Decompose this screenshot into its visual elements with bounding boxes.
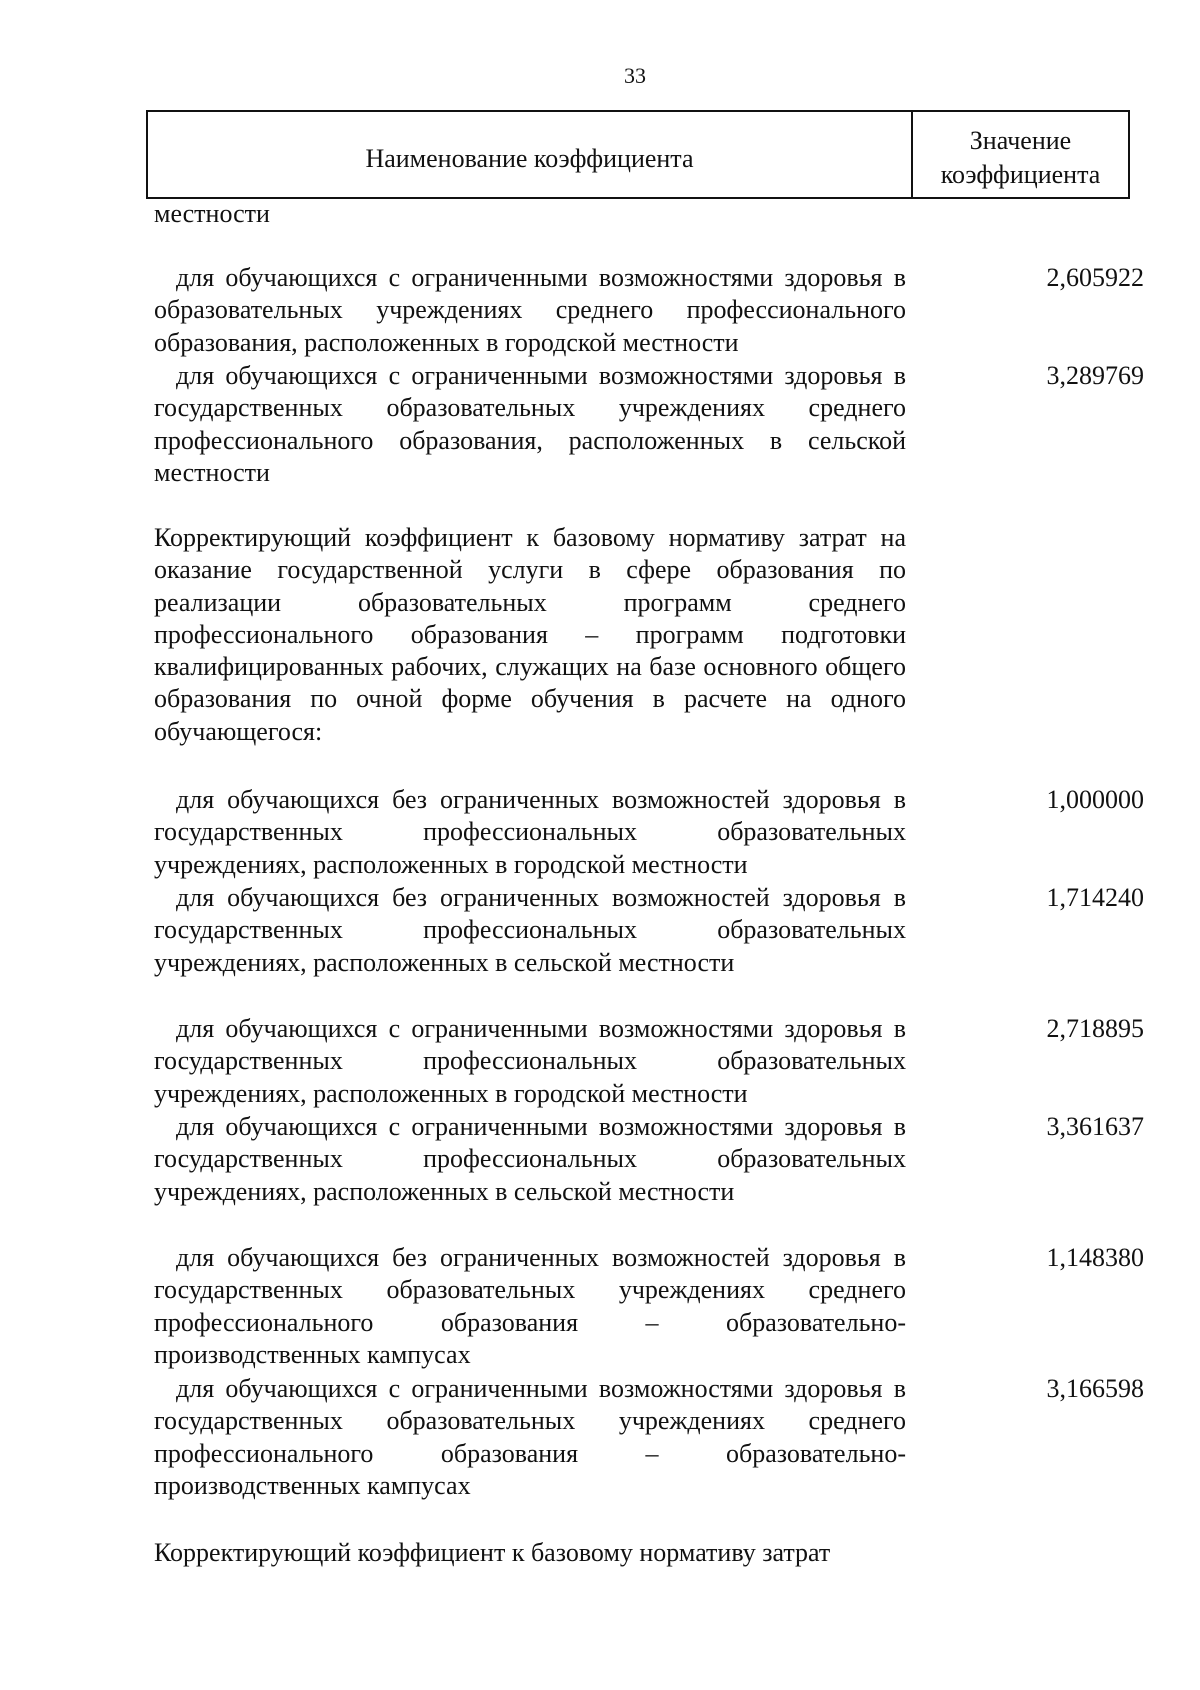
- header-coefficient-name: Наименование коэффициента: [148, 112, 913, 197]
- table-row: [154, 1013, 1154, 1110]
- row-value: 2,718895: [1046, 1014, 1144, 1043]
- row-text: для обучающихся с ограниченными возможностями здоровья в государственных профессиональных образовательных учреждениях, расположенных в сельской местности: [154, 1112, 906, 1206]
- table-row: [154, 1242, 1154, 1371]
- table-row: [154, 360, 1154, 489]
- row-text: для обучающихся без ограниченных возможностей здоровья в государственных профессиональных образовательных учреждениях, расположенных в сельской местности: [154, 883, 906, 977]
- continuation-label: местности: [154, 199, 270, 228]
- row-value: 3,289769: [1046, 361, 1144, 390]
- row-value: 2,605922: [1046, 263, 1144, 292]
- table-row: [154, 784, 1154, 881]
- table-row: [154, 1373, 1154, 1502]
- row-value: 1,714240: [1046, 883, 1144, 912]
- row-text: для обучающихся без ограниченных возможностей здоровья в государственных профессиональных образовательных учреждениях, расположенных в городской местности: [154, 785, 906, 879]
- table-row: [154, 1111, 1154, 1208]
- header-coefficient-value: Значение коэффициента: [940, 125, 1101, 189]
- row-value: 1,000000: [1046, 785, 1144, 814]
- row-value: 3,361637: [1046, 1112, 1144, 1141]
- row-text: для обучающихся с ограниченными возможностями здоровья в государственных профессиональных образовательных учреждениях, расположенных в городской местности: [154, 1014, 906, 1108]
- continuation-text: [154, 198, 1154, 230]
- section-heading: [154, 1537, 1154, 1569]
- row-value: 1,148380: [1046, 1243, 1144, 1272]
- row-text: для обучающихся с ограниченными возможностями здоровья в образовательных учреждениях среднего профессионального образования, расположенных в городской местности: [154, 263, 906, 357]
- section-heading-text: Корректирующий коэффициент к базовому нормативу затрат на оказание государственной услуги в сфере образования по реализации образовательных программ среднего профессионального образования – программ подготовки квалифицированных рабочих, служащих на базе основного общего образования по очной форме обучения в расчете на одного обучающегося:: [154, 523, 906, 746]
- row-text: для обучающихся с ограниченными возможностями здоровья в государственных образовательных учреждениях среднего профессионального образования – образовательно-производственных кампусах: [154, 1374, 906, 1500]
- section-heading-text: Корректирующий коэффициент к базовому нормативу затрат: [154, 1538, 831, 1567]
- table-header: [146, 110, 1130, 199]
- table-row: [154, 262, 1154, 359]
- table-row: [154, 882, 1154, 979]
- row-text: для обучающихся с ограниченными возможностями здоровья в государственных образовательных учреждениях среднего профессионального образования, расположенных в сельской местности: [154, 361, 906, 487]
- section-heading: [154, 522, 1154, 748]
- page-number: 33: [624, 63, 646, 88]
- row-value: 3,166598: [1046, 1374, 1144, 1403]
- row-text: для обучающихся без ограниченных возможностей здоровья в государственных образовательных учреждениях среднего профессионального образования – образовательно-производственных кампусах: [154, 1243, 906, 1369]
